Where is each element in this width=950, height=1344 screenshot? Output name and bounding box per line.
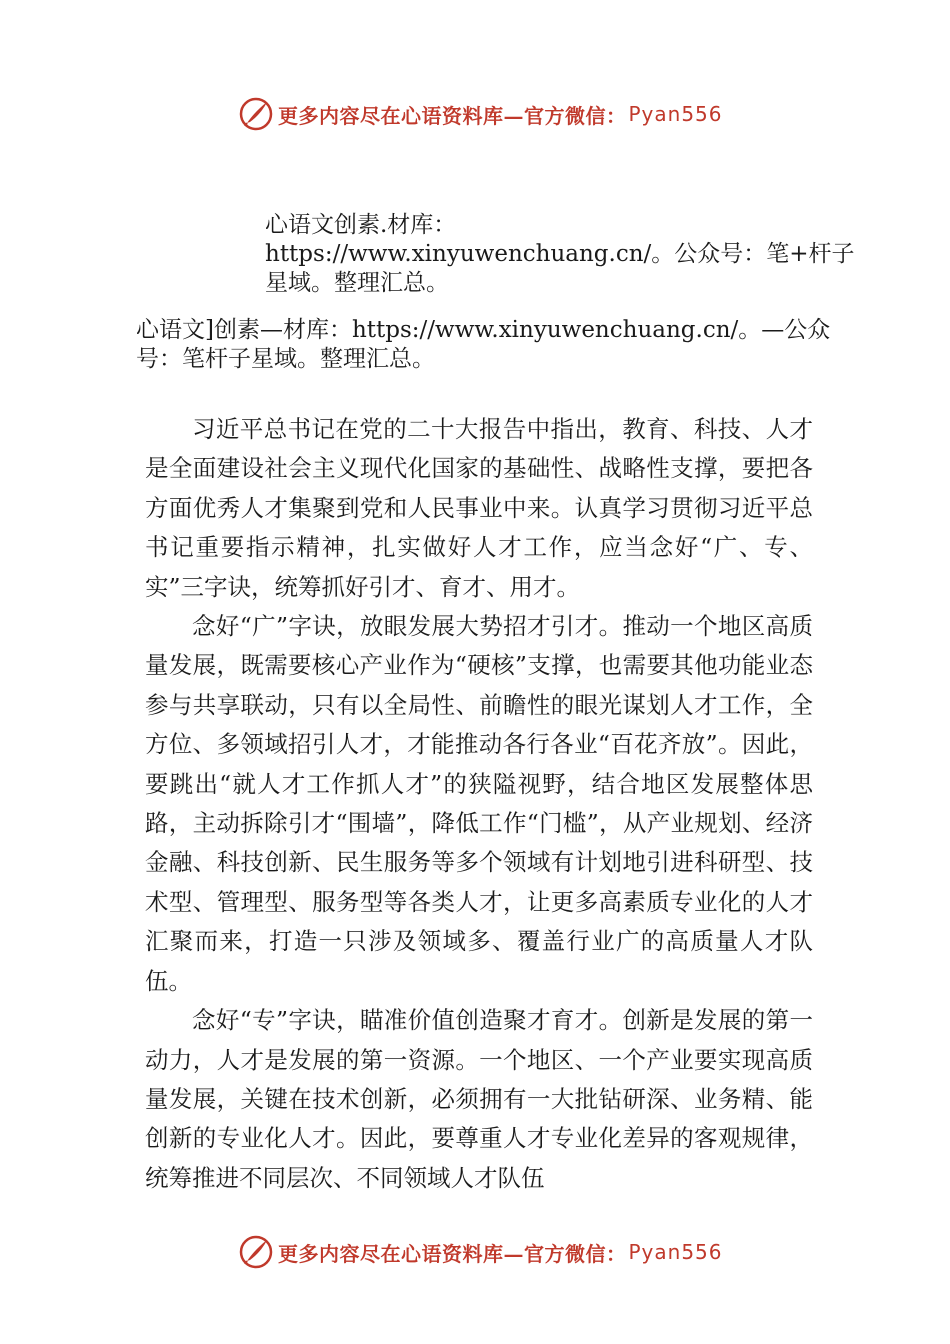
quill-logo-icon	[238, 1234, 274, 1270]
quill-logo-icon	[238, 96, 274, 132]
banner-text: 更多内容尽在心语资料库—官方微信：	[278, 1241, 627, 1266]
banner-text: 更多内容尽在心语资料库—官方微信：	[278, 103, 627, 128]
banner-contact: Pyan556	[628, 1240, 723, 1264]
footer-banner	[238, 1232, 723, 1272]
paragraph-1: 习近平总书记在党的二十大报告中指出，教育、科技、人才是全面建设社会主义现代化国家的基础性、战略性支撑，要把各方面优秀人才集聚到党和人民事业中来。认真学习贯彻习近平总书记重要指示精神，扎实做好人才工作，应当念好“广、专、实”三字诀，统筹抓好引才、育才、用才。	[145, 415, 813, 601]
paragraph-2: 念好“广”字诀，放眼发展大势招才引才。推动一个地区高质量发展，既需要核心产业作为“硬核”支撑，也需要其他功能业态参与共享联动，只有以全局性、前瞻性的眼光谋划人才工作，全方位、多领域招引人才，才能推动各行各业“百花齐放”。因此，要跳出“就人才工作抓人才”的狭隘视野，结合地区发展整体思路，主动拆除引才“围墙”，降低工作“门槛”，从产业规划、经济金融、科技创新、民生服务等多个领域有计划地引进科研型、技术型、管理型、服务型等各类人才，让更多高素质专业化的人才汇聚而来，打造一只涉及领域多、覆盖行业广的高质量人才队伍。	[145, 612, 813, 995]
source-note-1: 心语文创素.材库：https://www.xinyuwenchuang.cn/。公众号：笔+杆子星域。整理汇总。	[265, 212, 855, 296]
banner-contact: Pyan556	[628, 102, 723, 126]
source-note-2: 心语文]创素—材库：https://www.xinyuwenchuang.cn/。—公众号：笔杆子星域。整理汇总。	[136, 317, 831, 372]
article-body	[145, 410, 813, 1198]
paragraph-3: 念好“专”字诀，瞄准价值创造聚才育才。创新是发展的第一动力，人才是发展的第一资源。一个地区、一个产业要实现高质量发展，关键在技术创新，必须拥有一大批钻研深、业务精、能创新的专业化人才。因此，要尊重人才专业化差异的客观规律，统筹推进不同层次、不同领域人才队伍	[145, 1006, 813, 1192]
header-banner	[238, 94, 723, 134]
